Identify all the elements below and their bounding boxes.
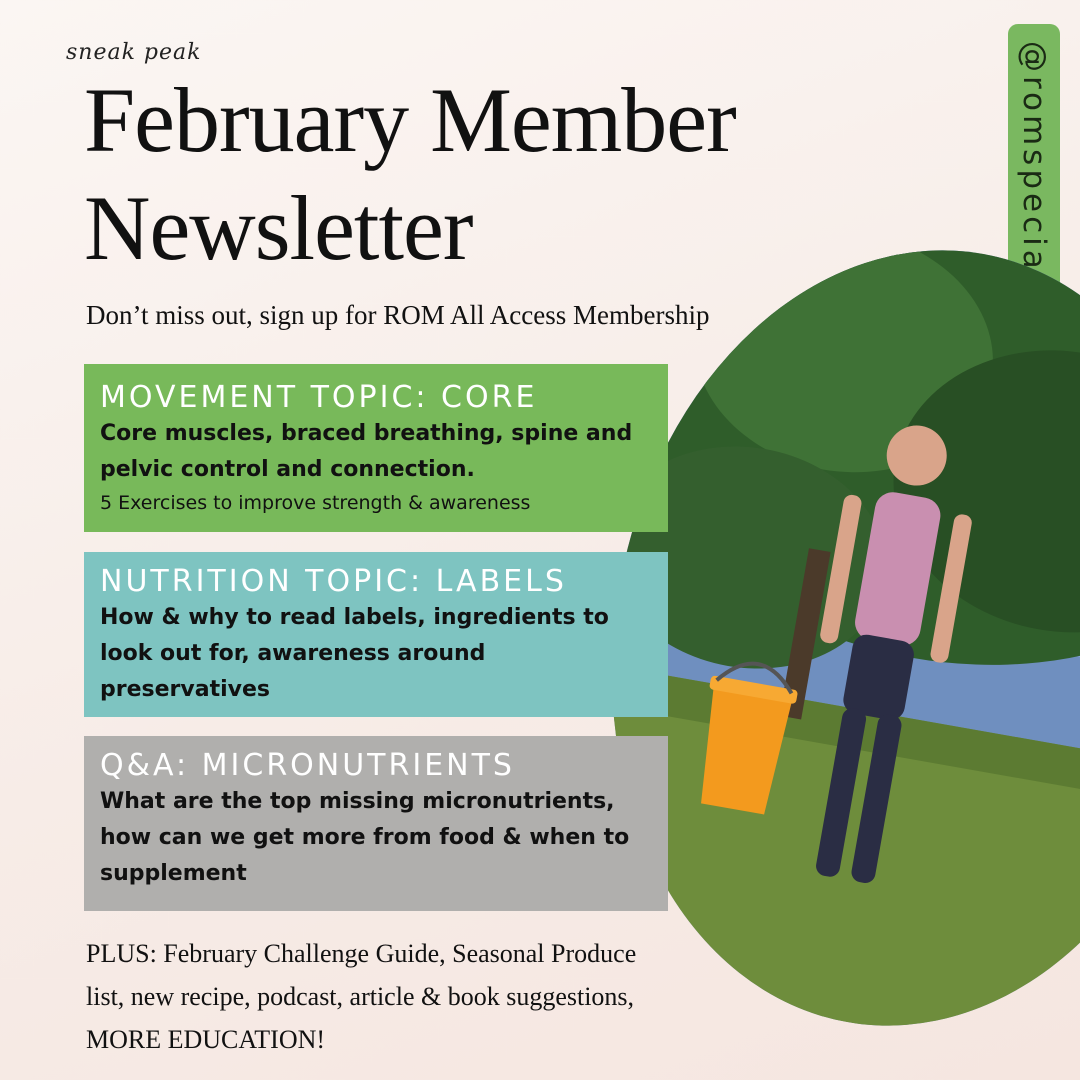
card-heading: MOVEMENT TOPIC: CORE <box>100 380 538 415</box>
card-qa-topic <box>84 736 668 911</box>
plus-extras-text: PLUS: February Challenge Guide, Seasonal Produce list, new recipe, podcast, article & book suggestions, MORE EDUCATION! <box>86 939 637 1054</box>
card-heading: NUTRITION TOPIC: LABELS <box>100 564 567 599</box>
card-heading: Q&A: MICRONUTRIENTS <box>100 748 515 783</box>
subtitle: Don’t miss out, sign up for ROM All Access Membership <box>86 300 710 330</box>
kicker-text: sneak peak <box>66 40 202 65</box>
page-title <box>84 66 736 282</box>
card-nutrition-topic <box>84 552 668 717</box>
title-line-1: February Member <box>84 69 736 171</box>
card-body: How & why to read labels, ingredients to look out for, awareness around preservatives <box>100 605 609 702</box>
title-line-2: Newsletter <box>84 177 473 279</box>
card-body: Core muscles, braced breathing, spine and pelvic control and connection. <box>100 421 633 482</box>
card-movement-topic <box>84 364 668 532</box>
card-body: What are the top missing micronutrients, how can we get more from food & when to supplement <box>100 789 630 886</box>
card-note: 5 Exercises to improve strength & awareness <box>100 492 531 514</box>
